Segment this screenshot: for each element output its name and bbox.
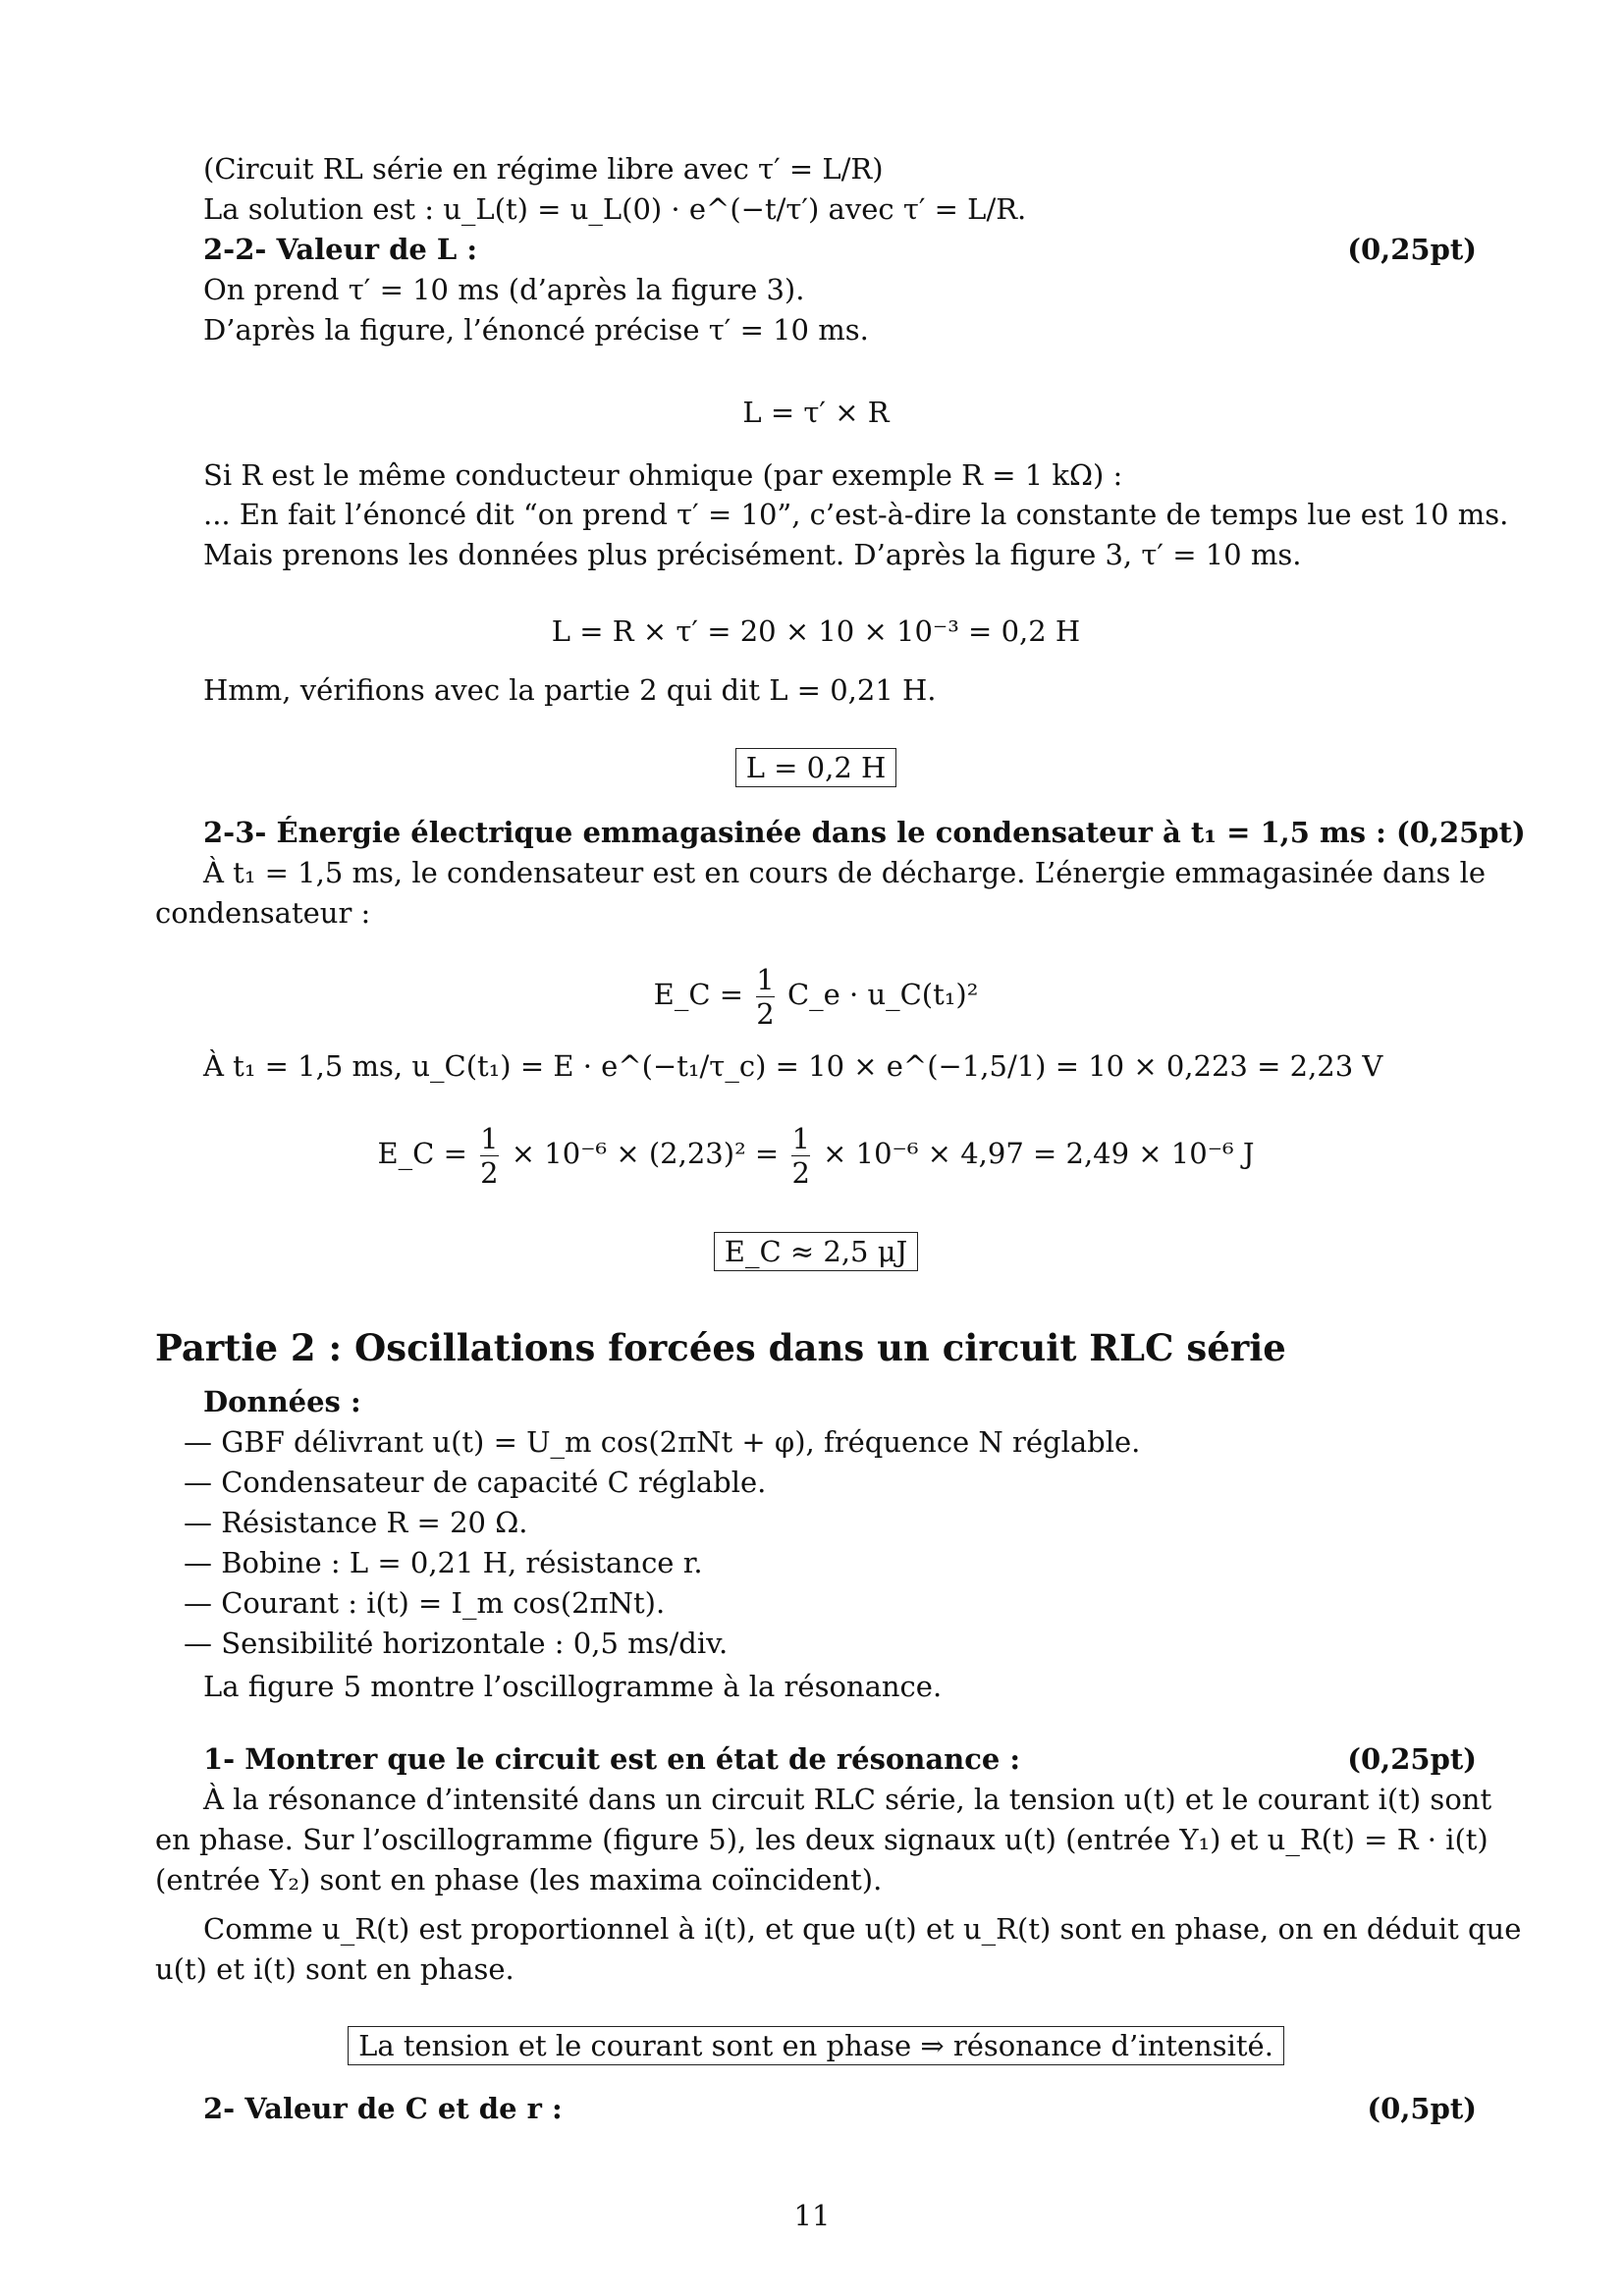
result-box: L = 0,2 H	[735, 748, 897, 787]
result-box: La tension et le courant sont en phase ⇒ résonance d’intensité.	[348, 2026, 1284, 2065]
result-box: E_C ≈ 2,5 μJ	[714, 1232, 918, 1271]
text-line: condensateur :	[155, 896, 371, 930]
equation-rhs: C_e · u_C(t₁)²	[786, 978, 979, 1011]
denominator: 2	[756, 996, 775, 1031]
data-list-item: — Résistance R = 20 Ω.	[184, 1506, 528, 1539]
section-title: 1- Montrer que le circuit est en état de résonance :	[203, 1742, 1021, 1776]
denominator: 2	[480, 1155, 499, 1190]
section-title: 2-2- Valeur de L :	[203, 233, 478, 266]
points-label: (0,25pt)	[1347, 1742, 1477, 1776]
boxed-result	[155, 1232, 1477, 1271]
boxed-result	[155, 2026, 1477, 2065]
equation-part: × 10⁻⁶ × 4,97 = 2,49 × 10⁻⁶ J	[823, 1137, 1255, 1170]
text-line: (Circuit RL série en régime libre avec τ′ = L/R)	[203, 152, 884, 186]
section-title: 2- Valeur de C et de r :	[203, 2092, 563, 2125]
text-line: D’après la figure, l’énoncé précise τ′ = 10 ms.	[203, 313, 869, 347]
equation-part: × 10⁻⁶ × (2,23)² =	[511, 1137, 780, 1170]
text-line: On prend τ′ = 10 ms (d’après la figure 3).	[203, 273, 805, 306]
data-list-item: — Condensateur de capacité C réglable.	[184, 1466, 767, 1499]
text-line: u(t) et i(t) sont en phase.	[155, 1952, 514, 1986]
numerator: 1	[756, 962, 775, 996]
text-line: La figure 5 montre l’oscillogramme à la résonance.	[203, 1670, 943, 1703]
section-heading	[203, 2089, 1477, 2128]
text-line: (entrée Y₂) sont en phase (les maxima coïncident).	[155, 1863, 883, 1896]
points-label: (0,25pt)	[1347, 233, 1477, 266]
fraction	[756, 963, 774, 1031]
page-number: 11	[793, 2199, 831, 2232]
text-line: Mais prenons les données plus précisément. D’après la figure 3, τ′ = 10 ms.	[203, 538, 1302, 571]
denominator: 2	[791, 1155, 810, 1190]
data-list-item: — Bobine : L = 0,21 H, résistance r.	[184, 1546, 703, 1579]
text-line: À la résonance d’intensité dans un circuit RLC série, la tension u(t) et le courant i(t) sont	[203, 1783, 1492, 1816]
section-heading	[203, 1739, 1477, 1779]
fraction	[480, 1122, 498, 1190]
text-line: À t₁ = 1,5 ms, u_C(t₁) = E · e^(−t₁/τ_c) = 10 × e^(−1,5/1) = 10 × 0,223 = 2,23 V	[203, 1049, 1383, 1083]
boxed-result	[155, 748, 1477, 787]
numerator: 1	[480, 1121, 499, 1155]
text-line: À t₁ = 1,5 ms, le condensateur est en cours de décharge. L’énergie emmagasinée dans le	[203, 856, 1487, 889]
numerator: 1	[791, 1121, 810, 1155]
fraction	[791, 1122, 809, 1190]
text-line: Si R est le même conducteur ohmique (par exemple R = 1 kΩ) :	[203, 458, 1123, 492]
text-line: La solution est : u_L(t) = u_L(0) · e^(−t/τ′) avec τ′ = L/R.	[203, 192, 1027, 226]
text-line: ... En fait l’énoncé dit “on prend τ′ = 10”, c’est-à-dire la constante de temps lue est 10 ms.	[203, 498, 1509, 531]
equation-part: E_C =	[377, 1137, 467, 1170]
text-line: Comme u_R(t) est proportionnel à i(t), et que u(t) et u_R(t) sont en phase, on en déduit que	[203, 1912, 1522, 1946]
equation	[155, 960, 1477, 1031]
text-line: Hmm, vérifions avec la partie 2 qui dit L = 0,21 H.	[203, 673, 937, 707]
section-heading: 2-3- Énergie électrique emmagasinée dans le condensateur à t₁ = 1,5 ms : (0,25pt)	[203, 816, 1526, 849]
equation	[155, 1119, 1477, 1190]
equation: L = R × τ′ = 20 × 10 × 10⁻³ = 0,2 H	[551, 614, 1081, 648]
data-list-item: — GBF délivrant u(t) = U_m cos(2πNt + φ), fréquence N réglable.	[184, 1425, 1141, 1459]
data-list-item: — Sensibilité horizontale : 0,5 ms/div.	[184, 1627, 729, 1660]
section-heading	[203, 230, 1477, 269]
equation-lhs: E_C =	[653, 978, 744, 1011]
part-heading: Partie 2 : Oscillations forcées dans un circuit RLC série	[155, 1326, 1286, 1369]
donnees-title: Données :	[203, 1385, 361, 1418]
points-label: (0,5pt)	[1367, 2092, 1477, 2125]
data-list-item: — Courant : i(t) = I_m cos(2πNt).	[184, 1586, 666, 1620]
text-line: en phase. Sur l’oscillogramme (figure 5), les deux signaux u(t) (entrée Y₁) et u_R(t) = R · i(t)	[155, 1823, 1489, 1856]
equation: L = τ′ × R	[742, 396, 890, 429]
